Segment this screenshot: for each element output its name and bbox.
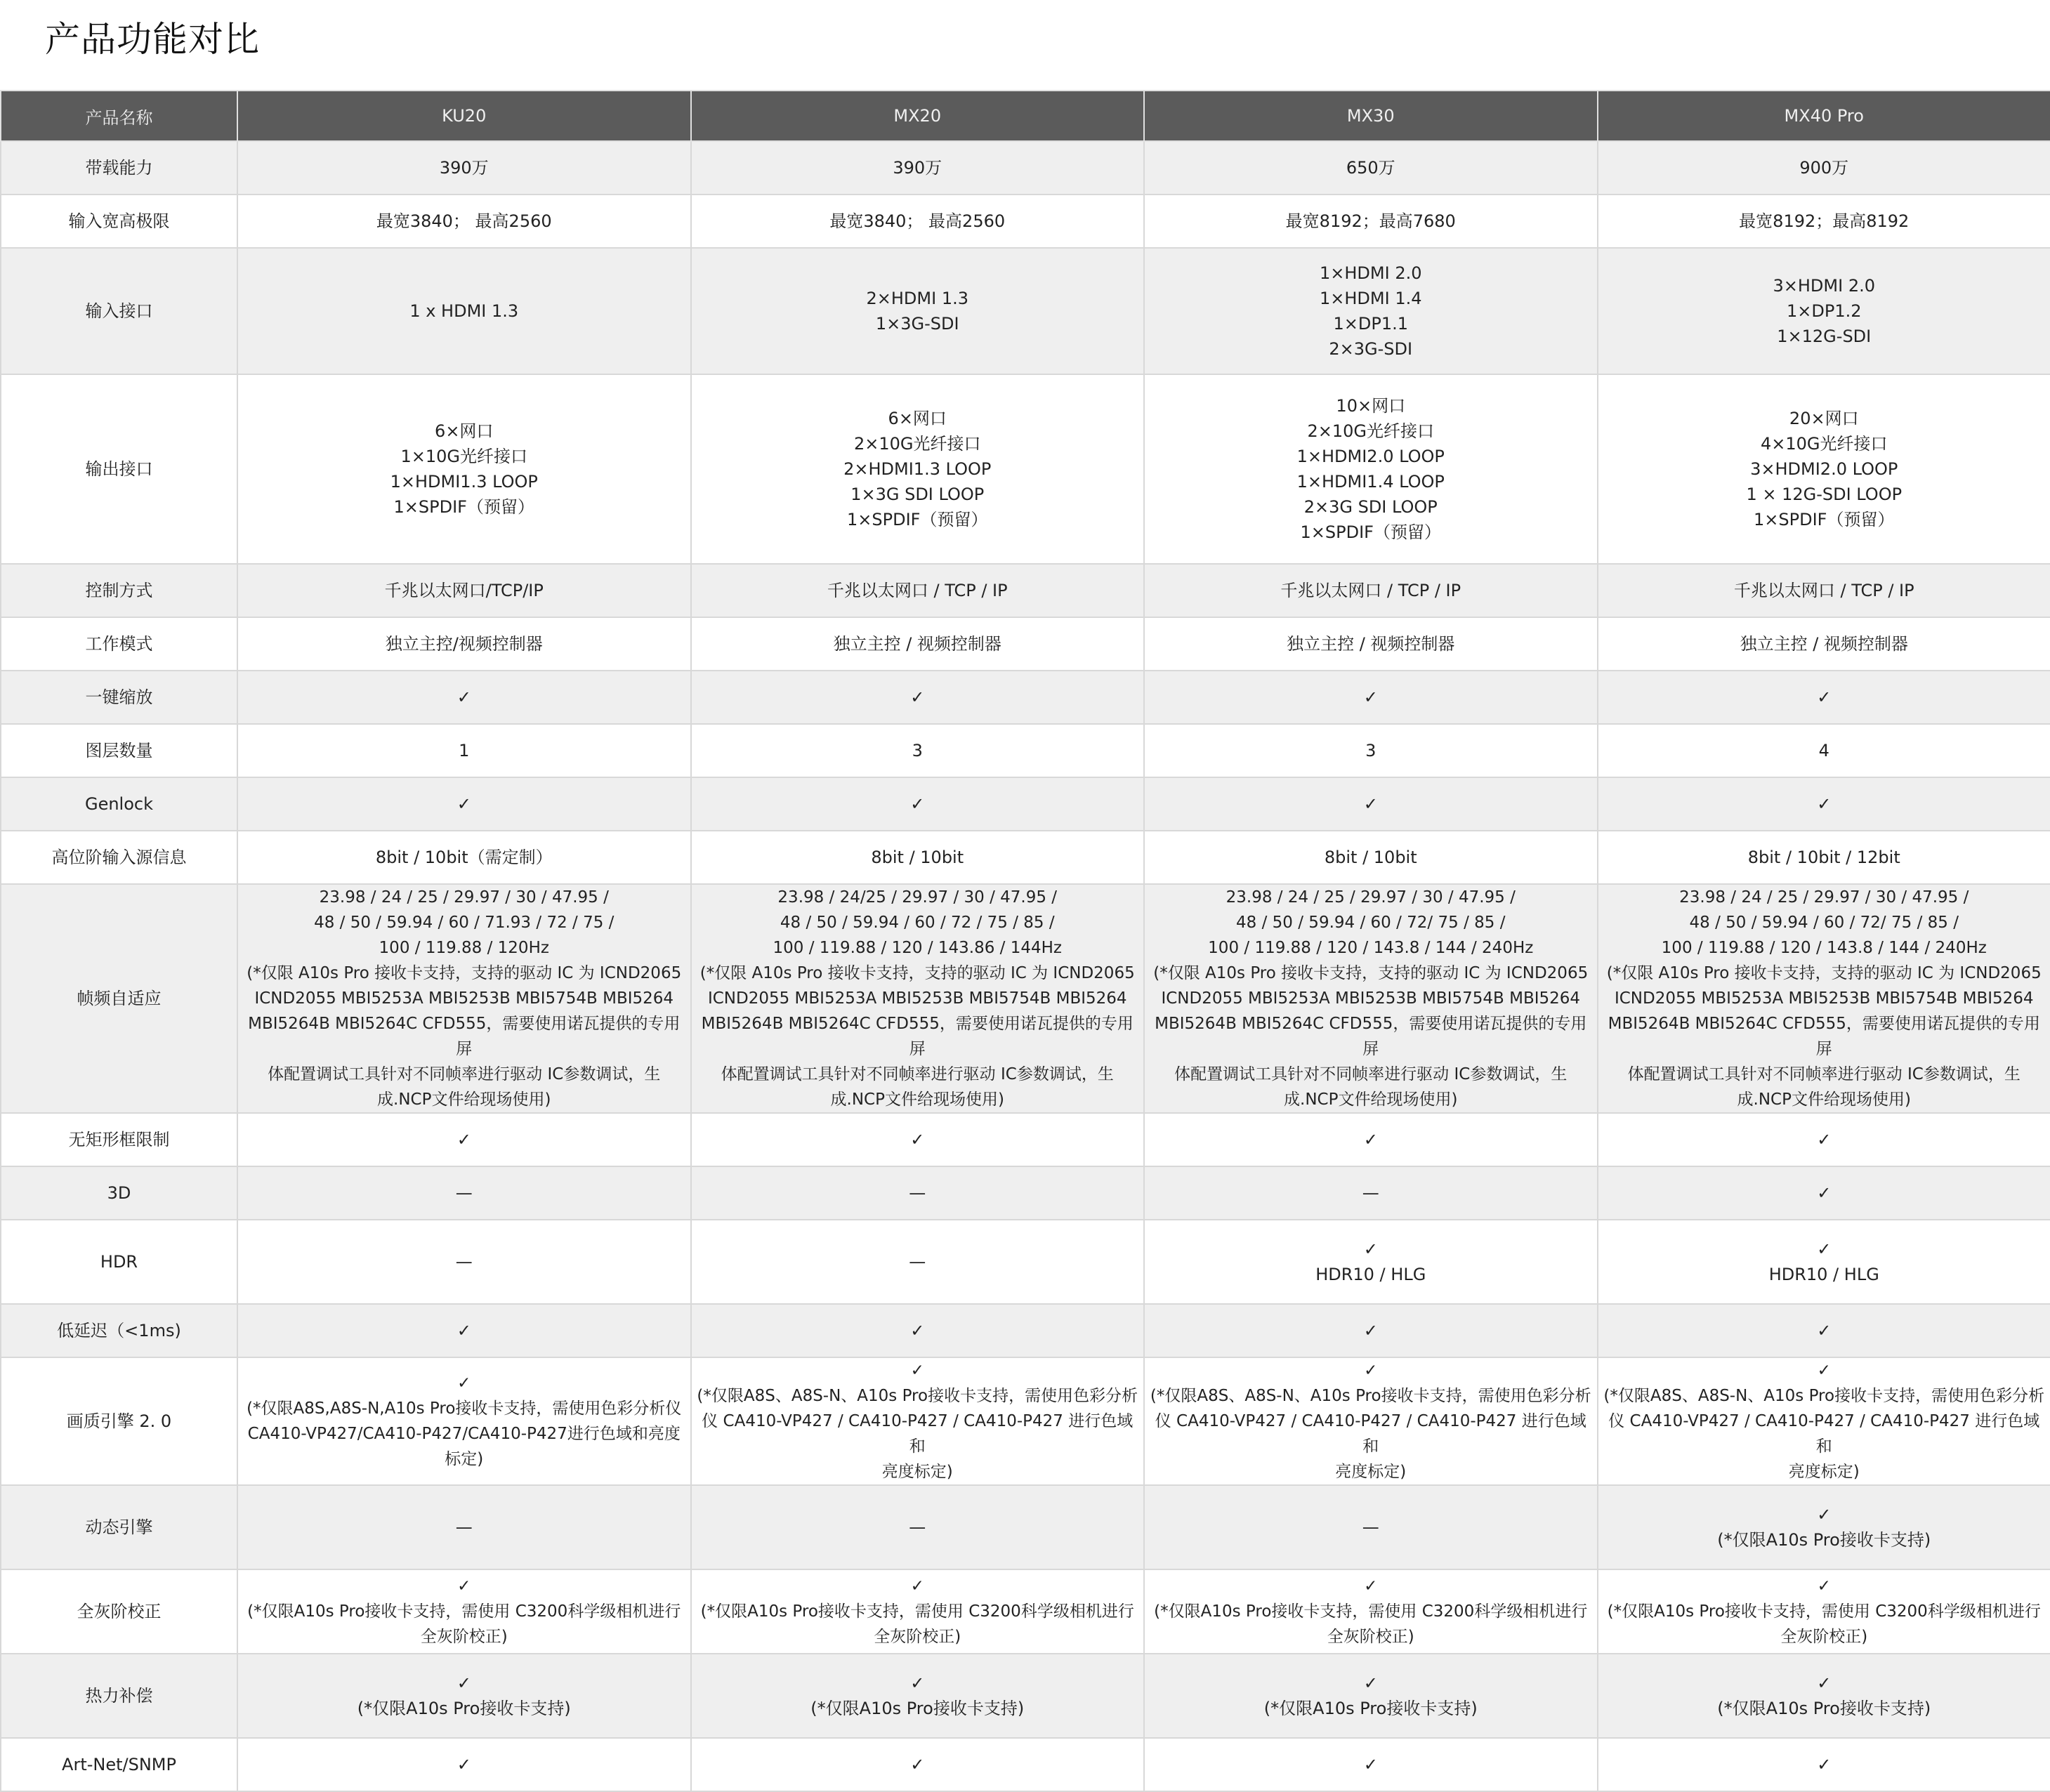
row-label: 输入接口	[1, 248, 237, 374]
check-icon: ✓	[1601, 791, 2048, 817]
check-icon: ✓	[1148, 791, 1594, 817]
check-icon: ✓	[1601, 1127, 2048, 1152]
row-frame-rate-adaptive	[1, 884, 2050, 1113]
table-cell: ✓ (*仅限A10s Pro接收卡支持)	[695, 1671, 1141, 1721]
table-cell: 最宽3840； 最高2560	[695, 209, 1141, 234]
row-art-net-snmp	[1, 1738, 2050, 1791]
table-cell: 390万	[695, 155, 1141, 180]
check-icon: ✓	[1601, 685, 2048, 710]
check-icon: ✓	[695, 791, 1141, 817]
row-full-grayscale-calibration	[1, 1569, 2050, 1654]
table-cell: 1×HDMI 2.0 1×HDMI 1.4 1×DP1.1 2×3G-SDI	[1148, 261, 1594, 362]
row-hdr	[1, 1220, 2050, 1304]
row-input-ports	[1, 248, 2050, 374]
row-layer-count	[1, 724, 2050, 777]
row-label: 帧频自适应	[1, 884, 237, 1113]
row-dynamic-engine	[1, 1485, 2050, 1569]
table-cell: 2×HDMI 1.3 1×3G-SDI	[695, 286, 1141, 336]
check-icon: ✓	[1601, 1318, 2048, 1343]
row-low-latency	[1, 1304, 2050, 1357]
header-mx30: MX30	[1144, 91, 1598, 141]
dash-icon: —	[241, 1249, 688, 1274]
table-cell: 23.98 / 24 / 25 / 29.97 / 30 / 47.95 / 48 / 50 / 59.94 / 60 / 72/ 75 / 85 / 100 / 119.88 / 120 / 143.8 / 144 / 240Hz (*仅限 A10s Pro 接收卡支持，支持的驱动 IC 为 ICND2065 ICND2055 MBI5253A MBI5253B MBI5754B MBI5264 MBI5264B MBI5264C CFD555，需要使用诺瓦提供的专用屏 体配置调试工具针对不同帧率进行驱动 IC参数调试，生 成.NCP文件给现场使用)	[1601, 885, 2048, 1112]
comparison-table	[0, 90, 2050, 1792]
header-row	[1, 91, 2050, 141]
header-mx40-pro: MX40 Pro	[1598, 91, 2050, 141]
table-cell: ✓ (*仅限A8S,A8S-N,A10s Pro接收卡支持，需使用色彩分析仪 CA410-VP427/CA410-P427/CA410-P427进行色域和亮度 标定)	[241, 1371, 688, 1472]
row-3d	[1, 1166, 2050, 1220]
table-cell: 8bit / 10bit	[1148, 845, 1594, 870]
check-icon: ✓	[1148, 685, 1594, 710]
row-no-rect-limit	[1, 1113, 2050, 1166]
table-cell: 8bit / 10bit / 12bit	[1601, 845, 2048, 870]
table-cell: ✓ (*仅限A10s Pro接收卡支持，需使用 C3200科学级相机进行 全灰阶校正)	[1601, 1574, 2048, 1649]
table-cell: 1	[241, 738, 688, 763]
table-cell: 千兆以太网口 / TCP / IP	[1148, 578, 1594, 603]
row-label: 带载能力	[1, 141, 237, 195]
table-cell: 千兆以太网口/TCP/IP	[241, 578, 688, 603]
table-cell: 10×网口 2×10G光纤接口 1×HDMI2.0 LOOP 1×HDMI1.4 LOOP 2×3G SDI LOOP 1×SPDIF（预留）	[1148, 393, 1594, 545]
dash-icon: —	[695, 1180, 1141, 1206]
row-label: HDR	[1, 1220, 237, 1304]
row-label: 画质引擎 2. 0	[1, 1357, 237, 1485]
table-cell: 千兆以太网口 / TCP / IP	[695, 578, 1141, 603]
table-cell: ✓ (*仅限A10s Pro接收卡支持)	[1148, 1671, 1594, 1721]
dash-icon: —	[695, 1249, 1141, 1274]
table-cell: 3	[695, 738, 1141, 763]
check-icon: ✓	[695, 1752, 1141, 1777]
check-icon: ✓	[1601, 1180, 2048, 1206]
table-cell: 23.98 / 24 / 25 / 29.97 / 30 / 47.95 / 48 / 50 / 59.94 / 60 / 72/ 75 / 85 / 100 / 119.88 / 120 / 143.8 / 144 / 240Hz (*仅限 A10s Pro 接收卡支持，支持的驱动 IC 为 ICND2065 ICND2055 MBI5253A MBI5253B MBI5754B MBI5264 MBI5264B MBI5264C CFD555，需要使用诺瓦提供的专用屏 体配置调试工具针对不同帧率进行驱动 IC参数调试，生 成.NCP文件给现场使用)	[1148, 885, 1594, 1112]
table-cell: 独立主控 / 视频控制器	[1601, 631, 2048, 657]
row-label: 无矩形框限制	[1, 1113, 237, 1166]
dash-icon: —	[241, 1180, 688, 1206]
row-genlock	[1, 777, 2050, 831]
table-cell: 6×网口 2×10G光纤接口 2×HDMI1.3 LOOP 1×3G SDI LOOP 1×SPDIF（预留）	[695, 406, 1141, 532]
row-label: 高位阶输入源信息	[1, 831, 237, 884]
row-thermal-compensation	[1, 1654, 2050, 1738]
table-cell: 4	[1601, 738, 2048, 763]
check-icon: ✓	[695, 1318, 1141, 1343]
page-title: 产品功能对比	[45, 14, 260, 65]
row-label: 3D	[1, 1166, 237, 1220]
row-input-resolution-limit	[1, 195, 2050, 248]
dash-icon: —	[241, 1515, 688, 1540]
row-label: 输出接口	[1, 374, 237, 564]
row-load-capacity	[1, 141, 2050, 195]
table-cell: 20×网口 4×10G光纤接口 3×HDMI2.0 LOOP 1 × 12G-SDI LOOP 1×SPDIF（预留）	[1601, 406, 2048, 532]
row-control-method	[1, 564, 2050, 617]
table-cell: ✓ (*仅限A8S、A8S-N、A10s Pro接收卡支持，需使用色彩分析 仪 CA410-VP427 / CA410-P427 / CA410-P427 进行色域和 亮度标定)	[695, 1358, 1141, 1484]
table-cell: 8bit / 10bit（需定制）	[241, 845, 688, 870]
table-cell: 900万	[1601, 155, 2048, 180]
dash-icon: —	[695, 1515, 1141, 1540]
check-icon: ✓	[241, 1127, 688, 1152]
row-high-bit-depth	[1, 831, 2050, 884]
check-icon: ✓	[1148, 1752, 1594, 1777]
table-cell: 650万	[1148, 155, 1594, 180]
table-cell: 1 x HDMI 1.3	[241, 298, 688, 324]
check-icon: ✓	[1148, 1127, 1594, 1152]
table-cell: 最宽3840； 最高2560	[241, 209, 688, 234]
dash-icon: —	[1148, 1180, 1594, 1206]
table-cell: 3	[1148, 738, 1594, 763]
table-cell: ✓ (*仅限A10s Pro接收卡支持，需使用 C3200科学级相机进行 全灰阶校正)	[695, 1574, 1141, 1649]
row-working-mode	[1, 617, 2050, 671]
row-output-ports	[1, 374, 2050, 564]
check-icon: ✓	[1148, 1318, 1594, 1343]
row-label: 全灰阶校正	[1, 1569, 237, 1654]
check-icon: ✓	[241, 1318, 688, 1343]
table-cell: 8bit / 10bit	[695, 845, 1141, 870]
row-label: Art-Net/SNMP	[1, 1738, 237, 1791]
table-cell: 独立主控 / 视频控制器	[1148, 631, 1594, 657]
table-cell: 独立主控/视频控制器	[241, 631, 688, 657]
row-label: 控制方式	[1, 564, 237, 617]
row-image-engine	[1, 1357, 2050, 1485]
header-product-name: 产品名称	[1, 91, 237, 141]
row-one-key-zoom	[1, 671, 2050, 724]
table-cell: 千兆以太网口 / TCP / IP	[1601, 578, 2048, 603]
check-icon: ✓	[695, 685, 1141, 710]
table-cell: ✓ (*仅限A10s Pro接收卡支持，需使用 C3200科学级相机进行 全灰阶校正)	[241, 1574, 688, 1649]
table-cell: 390万	[241, 155, 688, 180]
header-mx20: MX20	[691, 91, 1145, 141]
table-cell: ✓ (*仅限A10s Pro接收卡支持)	[1601, 1502, 2048, 1553]
table-cell: 6×网口 1×10G光纤接口 1×HDMI1.3 LOOP 1×SPDIF（预留）	[241, 419, 688, 520]
table-cell: ✓ (*仅限A8S、A8S-N、A10s Pro接收卡支持，需使用色彩分析 仪 CA410-VP427 / CA410-P427 / CA410-P427 进行色域和 亮度标定)	[1601, 1358, 2048, 1484]
check-icon: ✓	[1601, 1752, 2048, 1777]
table-cell: ✓ (*仅限A10s Pro接收卡支持，需使用 C3200科学级相机进行 全灰阶校正)	[1148, 1574, 1594, 1649]
row-label: 热力补偿	[1, 1654, 237, 1738]
header-ku20: KU20	[237, 91, 691, 141]
table-cell: 最宽8192；最高7680	[1148, 209, 1594, 234]
row-label: Genlock	[1, 777, 237, 831]
table-cell: 23.98 / 24 / 25 / 29.97 / 30 / 47.95 / 48 / 50 / 59.94 / 60 / 71.93 / 72 / 75 / 100 / 119.88 / 120Hz (*仅限 A10s Pro 接收卡支持，支持的驱动 IC 为 ICND2065 ICND2055 MBI5253A MBI5253B MBI5754B MBI5264 MBI5264B MBI5264C CFD555，需要使用诺瓦提供的专用屏 体配置调试工具针对不同帧率进行驱动 IC参数调试，生 成.NCP文件给现场使用)	[241, 885, 688, 1112]
table-cell: ✓ HDR10 / HLG	[1601, 1237, 2048, 1287]
row-label: 工作模式	[1, 617, 237, 671]
row-label: 低延迟（<1ms)	[1, 1304, 237, 1357]
table-cell: ✓ (*仅限A8S、A8S-N、A10s Pro接收卡支持，需使用色彩分析 仪 CA410-VP427 / CA410-P427 / CA410-P427 进行色域和 亮度标定)	[1148, 1358, 1594, 1484]
row-label: 输入宽高极限	[1, 195, 237, 248]
table-cell: ✓ (*仅限A10s Pro接收卡支持)	[241, 1671, 688, 1721]
dash-icon: —	[1148, 1515, 1594, 1540]
table-cell: ✓ (*仅限A10s Pro接收卡支持)	[1601, 1671, 2048, 1721]
row-label: 图层数量	[1, 724, 237, 777]
table-cell: 3×HDMI 2.0 1×DP1.2 1×12G-SDI	[1601, 273, 2048, 349]
table-cell: ✓ HDR10 / HLG	[1148, 1237, 1594, 1287]
table-cell: 23.98 / 24/25 / 29.97 / 30 / 47.95 / 48 / 50 / 59.94 / 60 / 72 / 75 / 85 / 100 / 119.88 / 120 / 143.86 / 144Hz (*仅限 A10s Pro 接收卡支持，支持的驱动 IC 为 ICND2065 ICND2055 MBI5253A MBI5253B MBI5754B MBI5264 MBI5264B MBI5264C CFD555，需要使用诺瓦提供的专用屏 体配置调试工具针对不同帧率进行驱动 IC参数调试，生 成.NCP文件给现场使用)	[695, 885, 1141, 1112]
table-cell: 最宽8192；最高8192	[1601, 209, 2048, 234]
check-icon: ✓	[241, 685, 688, 710]
table-cell: 独立主控 / 视频控制器	[695, 631, 1141, 657]
row-label: 一键缩放	[1, 671, 237, 724]
check-icon: ✓	[241, 791, 688, 817]
row-label: 动态引擎	[1, 1485, 237, 1569]
check-icon: ✓	[695, 1127, 1141, 1152]
check-icon: ✓	[241, 1752, 688, 1777]
